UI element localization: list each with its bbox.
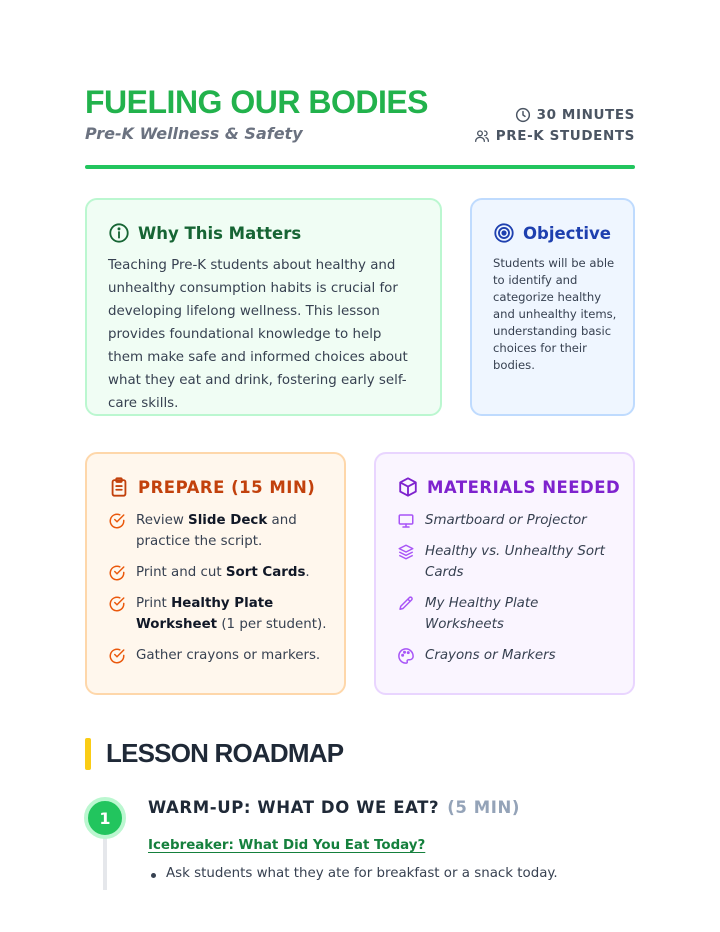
pencil-icon — [397, 595, 415, 613]
step-bullet-text: Ask students what they ate for breakfast or a snack today. — [166, 866, 558, 881]
step-title — [148, 798, 520, 817]
header-divider — [85, 165, 635, 169]
palette-icon — [397, 647, 415, 665]
step-title-label: WARM-UP: WHAT DO WE EAT? — [148, 798, 440, 817]
page-subtitle: Pre-K Wellness & Safety — [85, 124, 303, 143]
box-icon — [397, 476, 419, 498]
materials-heading — [397, 476, 621, 498]
list-item — [397, 645, 621, 666]
check-circle-icon — [108, 647, 126, 665]
info-icon — [108, 222, 130, 244]
check-circle-icon — [108, 595, 126, 613]
lesson-header — [85, 84, 635, 143]
prepare-card — [85, 452, 346, 695]
prepare-heading-label: PREPARE (15 MIN) — [138, 477, 316, 497]
objective-card — [470, 198, 635, 416]
prepare-heading — [108, 476, 332, 498]
why-this-matters-card — [85, 198, 442, 416]
clock-icon — [515, 107, 531, 123]
timeline-line — [103, 830, 107, 890]
audience-label: PRE-K STUDENTS — [495, 127, 635, 144]
roadmap-accent-bar — [85, 738, 91, 770]
lesson-meta — [474, 104, 635, 146]
materials-list — [397, 510, 621, 666]
material-label: Healthy vs. Unhealthy Sort Cards — [425, 544, 605, 580]
materials-heading-label: MATERIALS NEEDED — [427, 477, 621, 497]
check-circle-icon — [108, 512, 126, 530]
list-item — [397, 541, 621, 583]
material-label: My Healthy Plate Worksheets — [425, 596, 539, 632]
page-title: FUELING OUR BODIES — [85, 84, 429, 120]
bullet-dot — [151, 873, 156, 878]
why-heading-label: Why This Matters — [138, 223, 302, 243]
list-item — [148, 866, 558, 881]
list-item: Print Healthy Plate Worksheet (1 per student). — [108, 593, 332, 635]
users-icon — [474, 128, 490, 144]
objective-body: Students will be able to identify and categorize healthy and unhealthy items, understanding basic choices for their bodies. — [493, 256, 617, 372]
why-heading — [108, 222, 420, 244]
objective-heading — [493, 222, 623, 244]
material-label: Smartboard or Projector — [425, 513, 587, 528]
step-time: (5 MIN) — [447, 798, 521, 817]
duration-meta — [474, 104, 635, 125]
step-subheading: Icebreaker: What Did You Eat Today? — [148, 838, 426, 853]
target-icon — [493, 222, 515, 244]
list-item: Review Slide Deck and practice the script. — [108, 510, 332, 552]
step-number-badge: 1 — [84, 797, 126, 839]
clipboard-icon — [108, 476, 130, 498]
roadmap-title: LESSON ROADMAP — [106, 738, 344, 768]
audience-meta — [474, 125, 635, 146]
list-item: Print and cut Sort Cards. — [108, 562, 332, 583]
list-item: Gather crayons or markers. — [108, 645, 332, 666]
duration-label: 30 MINUTES — [536, 106, 635, 123]
monitor-icon — [397, 512, 415, 530]
materials-card — [374, 452, 635, 695]
prepare-list — [108, 510, 332, 666]
layers-icon — [397, 543, 415, 561]
why-body: Teaching Pre-K students about healthy and unhealthy consumption habits is crucial for developing lifelong wellness. This lesson provides foundational knowledge to help them make safe and informed choices about what they eat and drink, fostering early self-care skills. — [108, 258, 408, 411]
list-item — [397, 593, 621, 635]
check-circle-icon — [108, 564, 126, 582]
objective-heading-label: Objective — [523, 223, 611, 243]
material-label: Crayons or Markers — [425, 648, 556, 663]
list-item — [397, 510, 621, 531]
